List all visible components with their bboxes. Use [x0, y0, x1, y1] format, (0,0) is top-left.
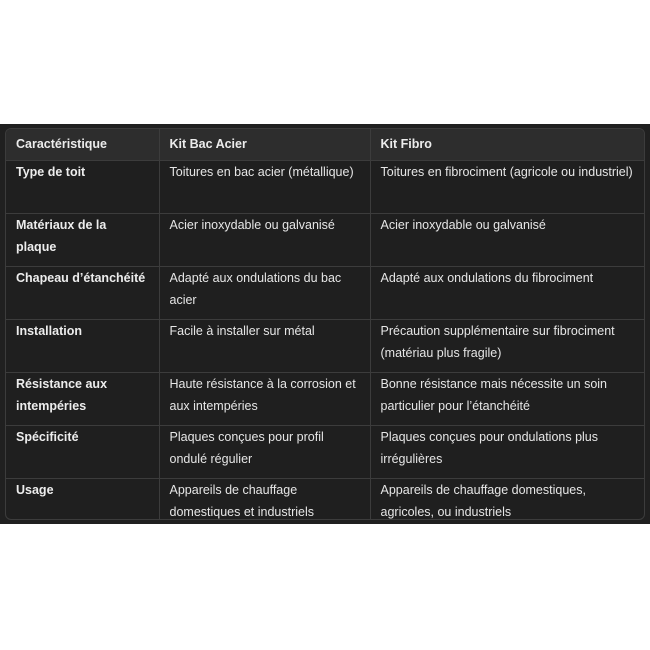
table-row	[6, 373, 644, 426]
feature-cell: Usage	[6, 479, 159, 521]
table-header-row	[6, 129, 644, 161]
table-row	[6, 214, 644, 267]
fibro-cell: Toitures en fibrociment (agricole ou industriel)	[370, 161, 644, 214]
table-row	[6, 426, 644, 479]
fibro-cell: Adapté aux ondulations du fibrociment	[370, 267, 644, 320]
bac-acier-cell: Appareils de chauffage domestiques et industriels	[159, 479, 370, 521]
fibro-cell: Acier inoxydable ou galvanisé	[370, 214, 644, 267]
feature-cell: Chapeau d’étanchéité	[6, 267, 159, 320]
feature-cell: Résistance aux intempéries	[6, 373, 159, 426]
fibro-cell: Appareils de chauffage domestiques, agricoles, ou industriels	[380, 483, 586, 519]
fibro-cell: Plaques conçues pour ondulations plus irrégulières	[370, 426, 644, 479]
bac-acier-cell: Adapté aux ondulations du bac acier	[159, 267, 370, 320]
bac-acier-cell: Toitures en bac acier (métallique)	[159, 161, 370, 214]
bac-acier-cell: Facile à installer sur métal	[159, 320, 370, 373]
table-row	[6, 161, 644, 214]
fibro-cell: Bonne résistance mais nécessite un soin particulier pour l’étanchéité	[370, 373, 644, 426]
table-row	[6, 479, 644, 521]
table-row	[6, 267, 644, 320]
comparison-table-container	[5, 128, 645, 520]
header-characteristic: Caractéristique	[6, 129, 159, 161]
fibro-cell: Précaution supplémentaire sur fibrociment (matériau plus fragile)	[370, 320, 644, 373]
bac-acier-cell: Haute résistance à la corrosion et aux intempéries	[159, 373, 370, 426]
feature-cell: Installation	[6, 320, 159, 373]
feature-cell: Type de toit	[6, 161, 159, 214]
bac-acier-cell: Plaques conçues pour profil ondulé régulier	[159, 426, 370, 479]
feature-cell: Matériaux de la plaque	[6, 214, 159, 267]
header-kit-fibro: Kit Fibro	[370, 129, 644, 161]
comparison-table	[6, 129, 644, 520]
header-kit-bac-acier: Kit Bac Acier	[159, 129, 370, 161]
feature-cell: Spécificité	[6, 426, 159, 479]
bac-acier-cell: Acier inoxydable ou galvanisé	[159, 214, 370, 267]
table-row	[6, 320, 644, 373]
